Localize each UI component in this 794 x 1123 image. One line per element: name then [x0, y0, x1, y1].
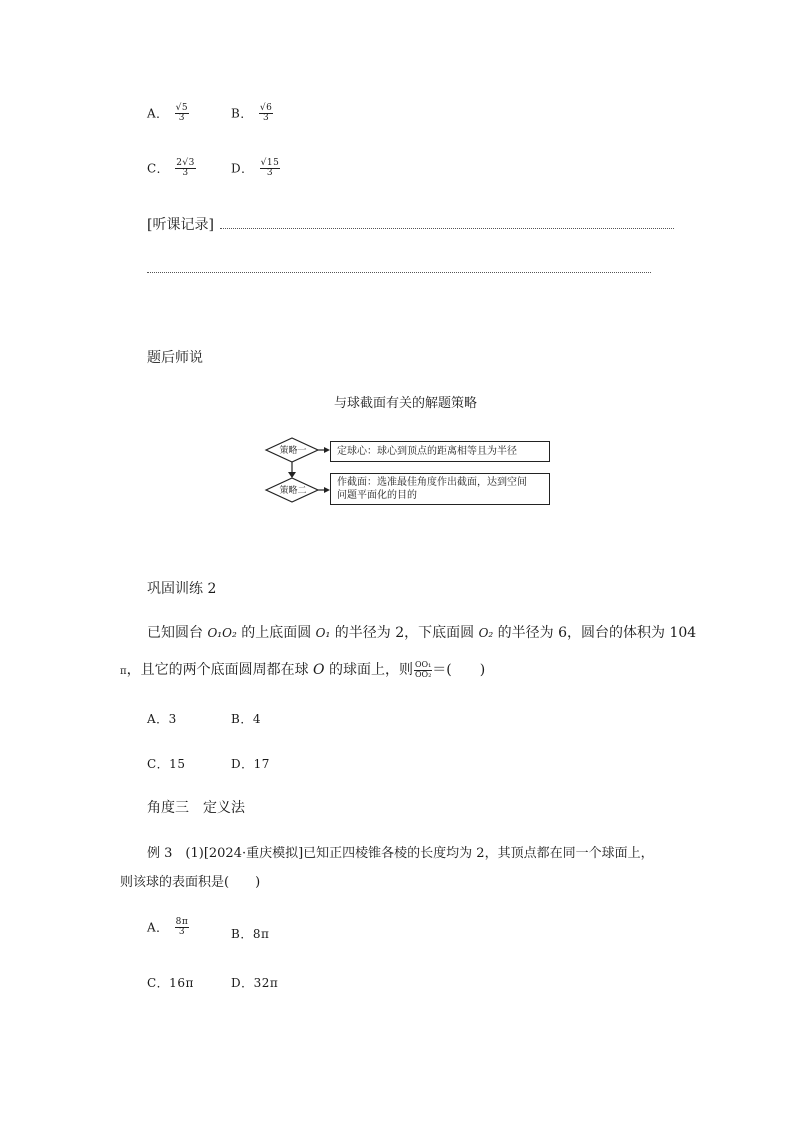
exercise-line-2: π，且它的两个底面圆周都在球 O 的球面上，则 $\frac{\text{OO₁}}{\text{OO₂}}$ ＝( ) [120, 660, 486, 679]
example3-option-a-fraction: $\frac{8\pi}{3}$ [175, 917, 189, 938]
notes-label: [听课记录] [147, 217, 214, 233]
option-a [147, 104, 189, 124]
var-o1o2: O₁O₂ [207, 626, 237, 640]
option-b-letter: B． [231, 106, 253, 121]
strategy-two-box [330, 473, 550, 505]
option-d-fraction: $\frac{√15}{3}$ [260, 158, 280, 179]
strategy-two-text-line-2: 问题平面化的目的 [337, 490, 417, 501]
example3-option-b: B．8π [231, 927, 270, 941]
strategy-one-box [330, 441, 550, 462]
exercise-option-b: B．4 [231, 712, 261, 726]
section-heading-angle3: 角度三 定义法 [147, 800, 245, 816]
option-c [147, 159, 196, 179]
diagram-title: 与球截面有关的解题策略 [334, 396, 478, 411]
option-d-letter: D． [231, 161, 254, 176]
notes-line-2 [147, 272, 651, 273]
strategy-two-text-line-1: 作截面：选准最佳角度作出截面，达到空间 [337, 477, 527, 488]
exercise-option-a: A．3 [147, 712, 177, 726]
option-a-letter: A． [147, 106, 169, 121]
strategy-one-text: 定球心：球心到顶点的距离相等且为半径 [337, 446, 517, 457]
strategy-two-label: 策略二 [279, 486, 307, 496]
example3-option-a: A． $\frac{8\pi}{3}$ [147, 917, 189, 938]
option-a-fraction: $\frac{√5}{3}$ [175, 103, 189, 124]
option-d [231, 159, 280, 179]
exercise-heading: 巩固训练 2 [147, 581, 217, 597]
var-o: O [313, 662, 325, 678]
example3-option-c: C．16π [147, 976, 194, 990]
option-c-letter: C． [147, 161, 170, 176]
exercise-line-1: 已知圆台 O₁O₂ 的上底面圆 O₁ 的半径为 2，下底面圆 O₂ 的半径为 6，圆台的体积为 104 [147, 625, 697, 641]
var-o2: O₂ [478, 626, 494, 640]
strategy-one-label: 策略一 [279, 446, 307, 456]
ratio-fraction: $\frac{\text{OO₁}}{\text{OO₂}}$ [414, 660, 432, 679]
notes-line-1 [220, 228, 674, 229]
down-arrowhead [288, 472, 296, 478]
option-c-fraction: $\frac{2√3}{3}$ [176, 158, 195, 179]
var-o1: O₁ [315, 626, 331, 640]
example3-line-1: 例 3 (1)[2024·重庆模拟]已知正四棱锥各棱的长度均为 2，其顶点都在同一个球面上， [147, 846, 654, 861]
example3-line-2: 则该球的表面积是( ) [120, 875, 261, 890]
option-b-fraction: $\frac{√6}{3}$ [259, 103, 273, 124]
section-heading-after-talk: 题后师说 [147, 350, 203, 366]
exercise-option-d: D．17 [231, 757, 270, 771]
exercise-option-c: C．15 [147, 757, 186, 771]
option-b [231, 104, 273, 124]
example3-option-d: D．32π [231, 976, 279, 990]
